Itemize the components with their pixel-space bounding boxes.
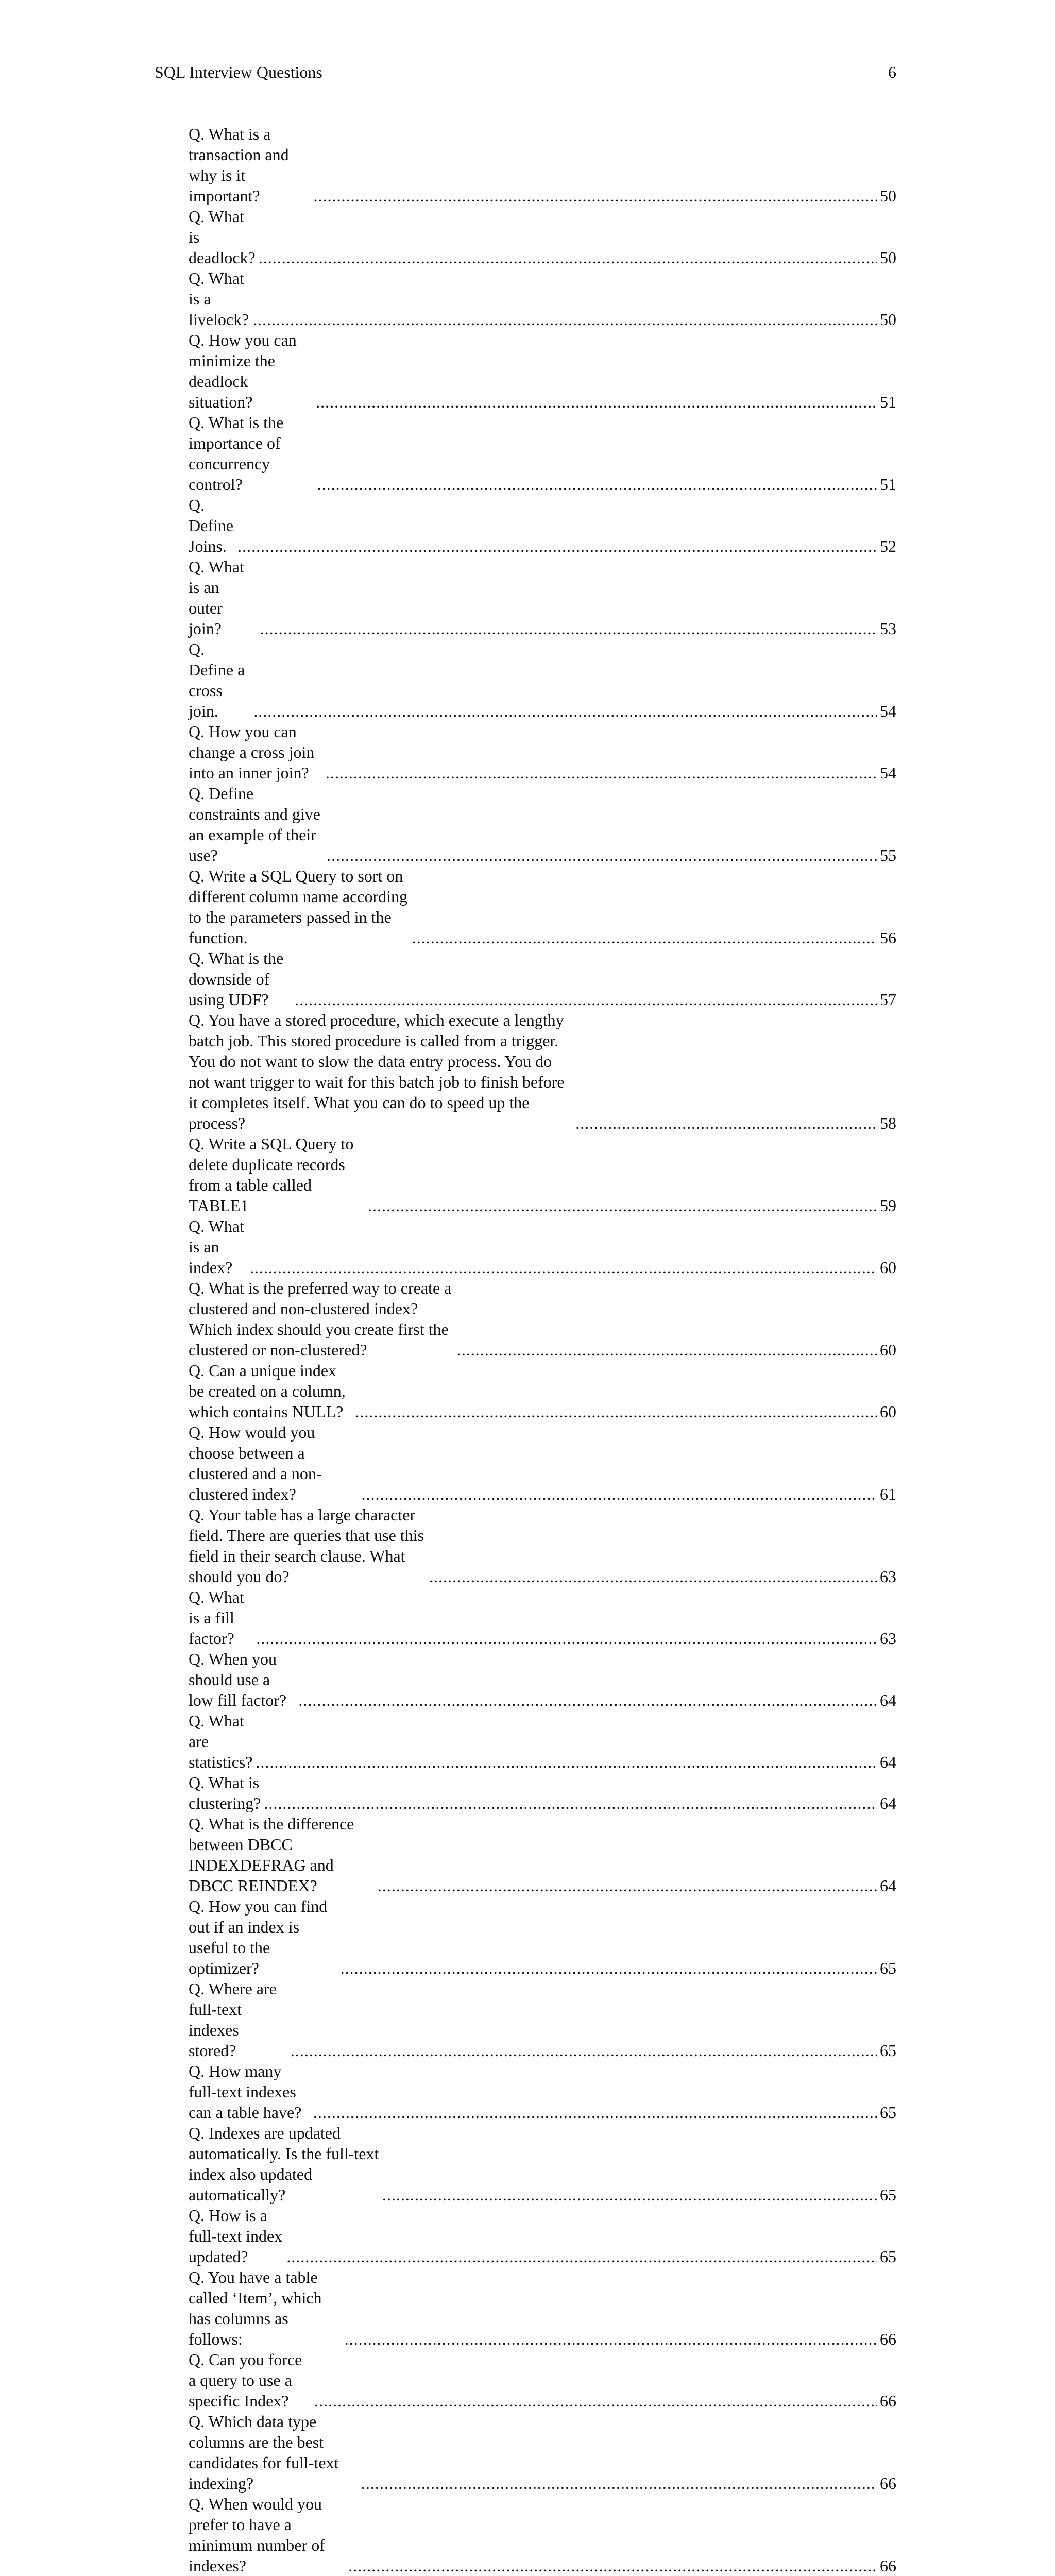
toc-entry-text: Q. How you can change a cross join into an inner join? [189,722,315,782]
toc-entry-text: Q. What is the difference between DBCC INDEXDEFRAG and DBCC REINDEX? [189,1815,354,1895]
toc-entry-page: 57 [880,990,896,1009]
toc-entry[interactable] [189,495,896,556]
toc-entry[interactable] [189,1710,896,1772]
toc-entry[interactable] [189,1978,896,2061]
dot-leader [256,1752,877,1772]
toc-entry-text: Q. How would you choose between a clustered and a non-clustered index? [189,1423,322,1503]
toc-entry-text: Q. What is an outer join? [189,557,244,638]
toc-entry-text: Q. What is deadlock? [189,207,256,267]
toc-entry-text: Q. Can you force a query to use a specific Index? [189,2350,302,2410]
toc-entry[interactable] [189,268,896,330]
toc-entry-text: Q. You have a table called ‘Item’, which has columns as follows: [189,2268,322,2348]
toc-entry[interactable] [189,721,896,783]
toc-entry-page: 54 [880,764,896,782]
dot-leader [256,1628,877,1649]
toc-entry[interactable] [189,2061,896,2123]
toc-entry[interactable] [189,2123,896,2205]
toc-entry-text: Q. You have a stored procedure, which execute a lengthy batch job. This stored procedure is called from a trigger. You do not want to slow the data entry process. You do not want trigger to wait for this batch job to finish before it completes itself. What you can do to speed up the process? [189,1011,565,1132]
toc-entry[interactable] [189,206,896,268]
toc-entry[interactable] [189,1216,896,1278]
toc-entry-page: 66 [880,2330,896,2348]
toc-entry[interactable] [189,2411,896,2494]
toc-entry-page: 65 [880,2041,896,2060]
toc-entry-page: 56 [880,928,896,947]
dot-leader [348,2555,877,2576]
toc-entry-text: Q. Where are full-text indexes stored? [189,1979,277,2060]
page-header [155,61,896,83]
table-of-contents [170,124,896,2576]
toc-entry-page: 59 [880,1196,896,1215]
dot-leader [368,1195,877,1216]
toc-entry-page: 61 [880,1485,896,1503]
toc-entry-text: Q. Define a cross join. [189,640,245,720]
toc-entry-text: Q. What is the importance of concurrency control? [189,413,284,494]
dot-leader [314,185,877,206]
toc-entry[interactable] [189,2349,896,2411]
dot-leader [382,2184,877,2205]
toc-entry-text: Q. Write a SQL Query to delete duplicate records from a table called TABLE1 [189,1134,354,1215]
dot-leader [295,989,877,1010]
toc-entry-page: 52 [880,537,896,555]
toc-entry-page: 65 [880,2185,896,2204]
toc-entry-text: Q. What is a transaction and why is it important? [189,125,289,205]
toc-entry-page: 60 [880,1258,896,1277]
toc-entry[interactable] [189,412,896,495]
toc-entry-page: 66 [880,2556,896,2575]
toc-entry-page: 50 [880,187,896,205]
toc-entry-text: Q. Write a SQL Query to sort on different column name according to the parameters passed in the function. [189,867,408,947]
toc-entry-page: 66 [880,2474,896,2493]
dot-leader [429,1566,877,1587]
page-number: 6 [888,63,896,81]
toc-entry[interactable] [189,866,896,948]
toc-entry-text: Q. How you can minimize the deadlock situation? [189,331,297,411]
dot-leader [361,2473,877,2494]
toc-entry-page: 63 [880,1567,896,1586]
dot-leader [345,2329,877,2349]
toc-entry-text: Q. What is clustering? [189,1773,261,1812]
toc-entry-text: Q. When would you prefer to have a minimum number of indexes? [189,2495,325,2575]
toc-entry-text: Q. Your table has a large character field. There are queries that use this field in their search clause. What should you do? [189,1505,424,1586]
toc-entry-text: Q. What is the preferred way to create a clustered and non-clustered index? Which index should you create first the clustered or non-clustered? [189,1279,452,1359]
toc-entry-text: Q. Indexes are updated automatically. Is the full-text index also updated automatically? [189,2124,379,2204]
toc-entry[interactable] [189,1133,896,1216]
toc-entry[interactable] [189,2205,896,2267]
dot-leader [264,1793,877,1814]
toc-entry[interactable] [189,556,896,639]
dot-leader [317,474,877,495]
toc-entry[interactable] [189,1010,896,1133]
toc-entry-text: Q. How is a full-text index updated? [189,2206,283,2266]
toc-entry-page: 64 [880,1794,896,1812]
toc-entry-text: Q. How many full-text indexes can a table have? [189,2062,302,2122]
toc-entry-page: 58 [880,1114,896,1132]
toc-entry-text: Q. What are statistics? [189,1711,253,1771]
toc-entry-page: 65 [880,1959,896,1977]
dot-leader [291,2040,877,2061]
toc-entry[interactable] [189,1649,896,1710]
toc-entry-page: 55 [880,846,896,865]
toc-entry-text: Q. Can a unique index be created on a column, which contains NULL? [189,1361,346,1421]
toc-entry[interactable] [189,1360,896,1422]
toc-entry[interactable] [189,1422,896,1504]
toc-entry[interactable] [189,783,896,866]
dot-leader [361,1484,877,1504]
dot-leader [298,1690,877,1710]
toc-entry[interactable] [189,1814,896,1896]
toc-entry-text: Q. What is a livelock? [189,269,249,329]
dot-leader [316,392,877,412]
toc-entry-page: 60 [880,1402,896,1421]
toc-entry-page: 60 [880,1341,896,1359]
dot-leader [286,2246,877,2267]
dot-leader [327,845,877,866]
toc-entry-text: Q. What is the downside of using UDF? [189,949,284,1009]
dot-leader [250,1257,877,1278]
dot-leader [259,247,877,268]
dot-leader [313,2102,877,2123]
dot-leader [237,536,877,556]
toc-entry[interactable] [189,948,896,1010]
toc-entry-text: Q. Define constraints and give an example of their use? [189,784,320,865]
toc-entry-page: 51 [880,475,896,494]
toc-entry[interactable] [189,1896,896,1978]
dot-leader [326,762,877,783]
toc-entry-page: 64 [880,1691,896,1709]
toc-entry-page: 50 [880,248,896,267]
dot-leader [412,927,877,948]
dot-leader [314,2391,877,2411]
toc-entry-text: Q. How you can find out if an index is useful to the optimizer? [189,1897,328,1977]
dot-leader [575,1113,877,1133]
toc-entry-page: 50 [880,310,896,329]
toc-entry-text: Q. What is an index? [189,1217,244,1277]
dot-leader [260,618,877,639]
dot-leader [253,701,877,721]
toc-entry-text: Q. When you should use a low fill factor? [189,1650,287,1709]
document-title: SQL Interview Questions [155,63,322,81]
toc-entry[interactable] [189,639,896,721]
toc-entry[interactable] [189,2494,896,2576]
toc-entry-text: Q. What is a fill factor? [189,1588,244,1648]
toc-entry-page: 54 [880,702,896,720]
toc-entry[interactable] [189,1504,896,1587]
toc-entry-page: 53 [880,619,896,638]
toc-entry-text: Q. Which data type columns are the best candidates for full-text indexing? [189,2412,339,2493]
toc-entry-page: 65 [880,2247,896,2266]
dot-leader [341,1958,877,1978]
dot-leader [457,1340,877,1360]
toc-entry[interactable] [189,124,896,206]
dot-leader [378,1875,877,1896]
toc-entry[interactable] [189,330,896,412]
toc-entry[interactable] [189,1278,896,1360]
toc-entry-page: 64 [880,1876,896,1895]
toc-entry[interactable] [189,1587,896,1649]
toc-entry-text: Q. Define Joins. [189,496,234,555]
toc-entry[interactable] [189,2267,896,2349]
toc-entry-page: 63 [880,1629,896,1648]
toc-entry-page: 51 [880,393,896,411]
dot-leader [253,309,877,330]
toc-entry-page: 65 [880,2103,896,2122]
toc-entry[interactable] [189,1772,896,1814]
toc-entry-page: 66 [880,2392,896,2410]
toc-entry-page: 64 [880,1753,896,1771]
dot-leader [355,1401,877,1422]
